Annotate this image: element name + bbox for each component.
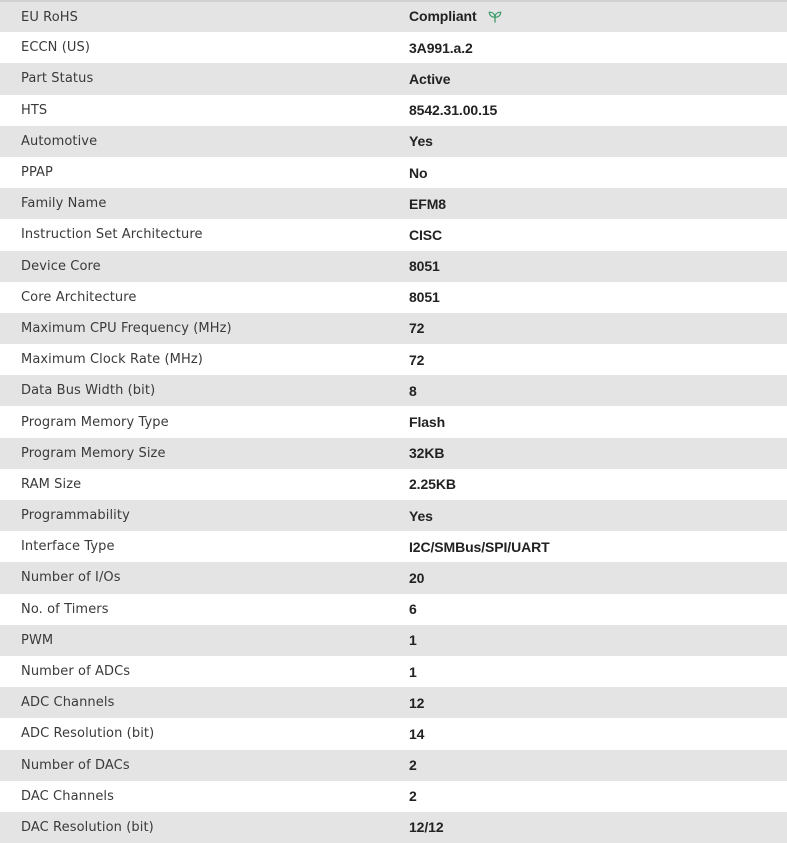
spec-value: 2.25KB (409, 476, 456, 493)
spec-value-cell (409, 95, 787, 126)
spec-row-26 (0, 812, 787, 843)
spec-label: Automotive (21, 133, 98, 149)
spec-row-19 (0, 594, 787, 625)
spec-value-cell (409, 32, 787, 63)
spec-value: Active (409, 70, 451, 87)
spec-value-cell (409, 594, 787, 625)
spec-row-25 (0, 781, 787, 812)
spec-value: Yes (409, 507, 433, 524)
spec-value: 8051 (409, 289, 440, 306)
spec-row-20 (0, 625, 787, 656)
spec-value: 8 (409, 382, 417, 399)
leaf-icon (488, 10, 502, 26)
spec-row-9 (0, 282, 787, 313)
spec-value-cell (409, 656, 787, 687)
spec-value-cell (409, 687, 787, 718)
spec-value: No (409, 164, 428, 181)
specifications-body (0, 1, 787, 843)
spec-value: 6 (409, 601, 417, 618)
spec-row-13 (0, 406, 787, 437)
spec-value: 1 (409, 663, 417, 680)
spec-value: 3A991.a.2 (409, 39, 473, 56)
spec-label: ADC Channels (21, 695, 115, 711)
spec-label: Family Name (21, 196, 107, 212)
spec-label: Interface Type (21, 539, 115, 555)
spec-value: 32KB (409, 445, 445, 462)
spec-row-18 (0, 562, 787, 593)
spec-value-cell (409, 188, 787, 219)
spec-label: Number of ADCs (21, 664, 131, 680)
spec-label: RAM Size (21, 476, 82, 492)
spec-row-15 (0, 469, 787, 500)
spec-row-6 (0, 188, 787, 219)
spec-value-cell (409, 500, 787, 531)
spec-row-11 (0, 344, 787, 375)
spec-value-cell (409, 126, 787, 157)
spec-value-cell (409, 282, 787, 313)
spec-value-cell (409, 219, 787, 250)
spec-value-cell (409, 469, 787, 500)
spec-value: 72 (409, 351, 425, 368)
spec-value-cell (409, 63, 787, 94)
spec-row-12 (0, 375, 787, 406)
spec-value: CISC (409, 226, 443, 243)
spec-value-cell (409, 531, 787, 562)
spec-label: DAC Resolution (bit) (21, 819, 154, 835)
spec-label: PPAP (21, 165, 53, 181)
spec-value-cell (409, 718, 787, 749)
spec-value: 2 (409, 788, 417, 805)
spec-value-cell (409, 812, 787, 843)
spec-value-cell (409, 625, 787, 656)
spec-value: 8051 (409, 258, 440, 275)
spec-label: Number of I/Os (21, 570, 121, 586)
spec-value-cell (409, 406, 787, 437)
spec-value-cell (409, 313, 787, 344)
spec-value: 12 (409, 694, 425, 711)
spec-row-21 (0, 656, 787, 687)
spec-label: HTS (21, 102, 48, 118)
spec-label: DAC Channels (21, 788, 114, 804)
spec-row-17 (0, 531, 787, 562)
spec-value: 8542.31.00.15 (409, 102, 498, 119)
spec-row-22 (0, 687, 787, 718)
spec-row-3 (0, 95, 787, 126)
spec-value-cell (409, 750, 787, 781)
spec-row-7 (0, 219, 787, 250)
spec-row-8 (0, 251, 787, 282)
spec-label: Instruction Set Architecture (21, 227, 203, 243)
spec-value: 14 (409, 725, 425, 742)
spec-value: EFM8 (409, 195, 446, 212)
spec-value-cell (409, 1, 787, 32)
spec-value: I2C/SMBus/SPI/UART (409, 538, 550, 555)
spec-label: Data Bus Width (bit) (21, 383, 156, 399)
spec-value-cell (409, 562, 787, 593)
spec-value-cell (409, 781, 787, 812)
spec-value: Flash (409, 414, 446, 431)
spec-label: Program Memory Size (21, 445, 166, 461)
spec-value: Yes (409, 133, 433, 150)
spec-label: Maximum Clock Rate (MHz) (21, 352, 203, 368)
spec-value: 12/12 (409, 819, 444, 836)
spec-value-cell (409, 251, 787, 282)
spec-row-1 (0, 32, 787, 63)
spec-label: PWM (21, 632, 54, 648)
spec-value-cell (409, 375, 787, 406)
spec-label: Maximum CPU Frequency (MHz) (21, 320, 232, 336)
spec-value: 72 (409, 320, 425, 337)
spec-value: 2 (409, 757, 417, 774)
spec-row-16 (0, 500, 787, 531)
spec-label: ADC Resolution (bit) (21, 726, 155, 742)
spec-row-23 (0, 718, 787, 749)
spec-row-2 (0, 63, 787, 94)
spec-value-cell (409, 157, 787, 188)
spec-value: 1 (409, 632, 417, 649)
spec-label: Device Core (21, 258, 101, 274)
spec-row-5 (0, 157, 787, 188)
spec-row-4 (0, 126, 787, 157)
spec-row-14 (0, 438, 787, 469)
spec-label: EU RoHS (21, 9, 78, 25)
spec-label: Programmability (21, 508, 130, 524)
spec-value-cell (409, 344, 787, 375)
spec-row-10 (0, 313, 787, 344)
spec-value-cell (409, 438, 787, 469)
spec-value: 20 (409, 569, 425, 586)
spec-label: Program Memory Type (21, 414, 169, 430)
spec-label: Number of DACs (21, 757, 130, 773)
spec-value: Compliant (409, 8, 477, 25)
spec-row-24 (0, 750, 787, 781)
spec-label: No. of Timers (21, 601, 109, 617)
spec-row-0 (0, 1, 787, 32)
spec-label: ECCN (US) (21, 40, 91, 56)
spec-label: Part Status (21, 71, 94, 87)
spec-label: Core Architecture (21, 289, 137, 305)
